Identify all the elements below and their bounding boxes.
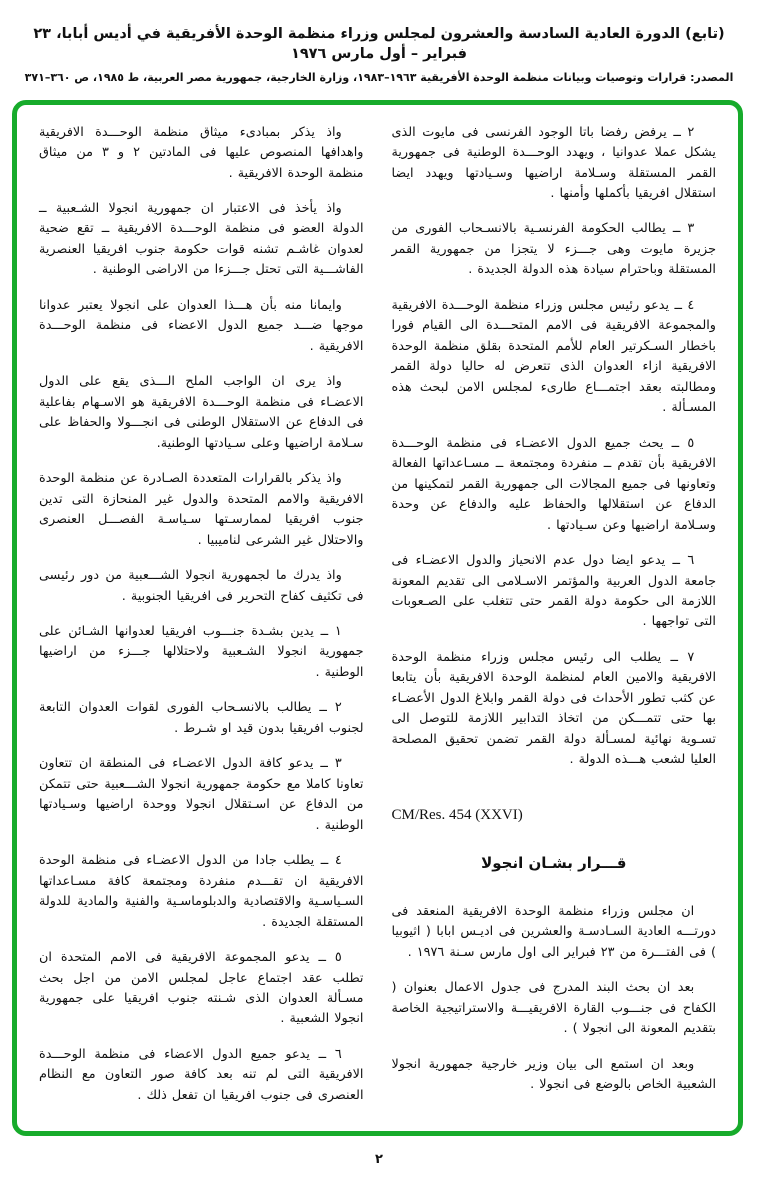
paragraph: ٤ ــ يطلب جادا من الدول الاعضـاء فى منظمة الوحدة الافريقية ان تقـــدم منفردة ومجتمعة كافة مسـاعداتها السـياسـية والاقتصادية والدبلوماسـية والفنية والمادية للدولة المستقلة الجديدة . xyxy=(39,853,364,930)
column-right xyxy=(392,123,717,1122)
paragraph: ٥ ــ يحث جميع الدول الاعضـاء فى منظمة الوحـــدة الافريقية بأن تقدم ــ منفردة ومجتمعة ــ مسـاعداتها الفعالة وتعاونها فى جميع المجالات الى جمهورية القمر لتمكينها من الدفاع عن استقلالها والحفاظ عليه والدفاع عن وحدة وسـلامة اراضيها وعن سـيادتها . xyxy=(391,435,716,533)
resolution-reference: CM/Res. 454 (XXVI) xyxy=(391,806,523,823)
paragraph: ٧ ــ يطلب الى رئيس مجلس وزراء منظمة الوحدة الافريقية والامين العام لمنظمة الوحدة الافريقية بأن يتابعا عن كثب تطور الأحداث فى دولة القمر وابلاغ الدول الأعضـاء بها حتى تتمـــكن من اتخاذ التدابير اللازمة للتوصل الى تسـوية نهائية لمسـألة دولة القمر تضمن تحقيق المصلحة العليا لشعب هـــذه الدولة . xyxy=(391,649,716,768)
paragraph: بعد ان بحث البند المدرج فى جدول الاعمال بعنوان ( الكفاح فى جنـــوب القارة الافريقيـــة والاستراتيجية الخاصة بتقديم المعونة الى انجولا ) . xyxy=(391,980,716,1037)
paragraph: ٣ ــ يدعو كافة الدول الاعضـاء فى المنطقة ان تتعاون تعاونا كاملا مع حكومة جمهورية انجولا الشـــعبية حتى تتمكن من الدفاع عن اسـتقلال انجولا ووحدة اراضيها وسـيادتها الوطنية . xyxy=(39,756,364,833)
paragraph: واذ يدرك ما لجمهورية انجولا الشـــعبية من دور رئيسى فى تكثيف كفاح التحرير فى افريقيا الجنوبية . xyxy=(39,568,364,604)
paragraph: واذ يذكر بمبادىء ميثاق منظمة الوحـــدة الافريقية واهدافها المنصوص عليها فى المادتين ٢ و ٣ من ميثاق منظمة الوحدة الافريقية . xyxy=(39,124,364,181)
two-column-layout xyxy=(39,123,716,1122)
paragraph: واذ يرى ان الواجب الملح الـــذى يقع على الدول الاعضـاء فى منظمة الوحـــدة الافريقية هو الاسـهام بفاعلية فى الدفاع عن الاستقلال الوطنى فى انجـــولا والحفاظ على سـلامة اراضيها وعلى سـيادتها الوطنية. xyxy=(39,374,364,451)
paragraph: وبعد ان استمع الى بيان وزير خارجية جمهورية انجولا الشعبية الخاص بالوضع فى انجولا . xyxy=(391,1056,716,1092)
paragraph: ٥ ــ يدعو المجموعة الافريقية فى الامم المتحدة ان تطلب عقد اجتماع عاجل لمجلس الامن من اجل بحث مسـألة العدوان الذى شـنته جنوب افريقيا على جمهورية انجولا الشعبية . xyxy=(39,950,364,1027)
paragraph: واذ يذكر بالقرارات المتعددة الصـادرة عن منظمة الوحدة الافريقية والامم المتحدة والدول غير المنحازة التى تدين جنوب افريقيا لممارسـتها سـياسـة الفصـــل العنصرى والاحتلال غير الشرعى لناميبيا . xyxy=(39,471,364,548)
paragraph: وايمانا منه بأن هـــذا العدوان على انجولا يعتبر عدوانا موجها ضـــد جميع الدول الاعضاء فى منظمة الوحـــدة الافريقية . xyxy=(39,297,364,354)
document-frame xyxy=(12,100,743,1137)
paragraph: ٢ ــ يرفض رفضا باتا الوجود الفرنسى فى مايوت الذى يشكل عملا عدوانيا ، ويهدد الوحـــدة الوطنية فى جمهورية القمر المستقلة وسـلامة اراضيها وسـيادتها ويهدد ايضا استقلال افريقيا بأكملها وأمنها . xyxy=(391,124,716,201)
paragraph: ٦ ــ يدعو ايضا دول عدم الانحياز والدول الاعضـاء فى جامعة الدول العربية والمؤتمر الاسـلامى الى تقديم المعونة اللازمة الى حكومة دولة القمر حتى تتغلب على الصـعوبات التى تواجهها . xyxy=(391,553,716,630)
page-number: ٢ xyxy=(375,1152,383,1168)
session-title: (تابع) الدورة العادية السادسة والعشرون لمجلس وزراء منظمة الوحدة الأفريقية في أديس أبابا، ٢٣ فبراير – أول مارس ١٩٧٦ xyxy=(33,26,725,63)
page-footer xyxy=(0,1136,758,1179)
paragraph: ١ ــ يدين بشـدة جنـــوب افريقيا لعدوانها الشـائن على جمهورية انجولا الشـعبية ولاحتلالها جـــزء من اراضيها الوطنية . xyxy=(39,623,364,680)
page-header xyxy=(0,0,758,84)
paragraph: ٤ ــ يدعو رئيس مجلس وزراء منظمة الوحـــدة الافريقية والمجموعة الافريقية فى الامم المتحـــدة الى القيام فورا باخطار السـكرتير العام للأمم المتحدة بقلق منظمة الوحدة الافريقية ازاء العدوان الذى تتعرض له حاليا دولة القمر ومطالبته بعقد اجتمـــاع طارىء لمجلس الامن لبحث هذه المسـألة . xyxy=(391,297,716,416)
angola-resolution-preamble xyxy=(392,902,717,1096)
angola-resolution-paragraphs xyxy=(39,123,364,1107)
resolution-title: قـــرار بشـان انجولا xyxy=(481,853,627,872)
column-left xyxy=(39,123,364,1122)
paragraph: ٦ ــ يدعو جميع الدول الاعضاء فى منظمة الوحـــدة الافريقية التى لم تنه بعد كافة صور التعاون مع النظام العنصرى فى جنوب افريقيا ان تفعل ذلك . xyxy=(39,1046,364,1103)
paragraph: ٢ ــ يطالب بالانسـحاب الفورى لقوات العدوان التابعة لجنوب افريقيا بدون قيد او شـرط . xyxy=(39,700,364,736)
comoros-resolution-operative-paragraphs xyxy=(392,123,717,771)
paragraph: ان مجلس وزراء منظمة الوحدة الافريقية المنعقد فى دورتـــه العادية السـادسـة والعشرين فى اديـس ابابا ( اثيوبيا ) فى الفتـــرة من ٢٣ فبراير الى اول مارس سـنة ١٩٧٦ . xyxy=(391,903,716,960)
paragraph: ٣ ــ يطالب الحكومة الفرنسـية بالانسـحاب الفورى من جزيرة مايوت وهى جـــزء لا يتجزا من جمهورية القمر المستقلة وباحترام سيادة هذه الدولة الجديدة . xyxy=(391,221,716,278)
source-citation: المصدر: قرارات وتوصيات وبيانات منظمة الوحدة الأفريقية ١٩٦٣–١٩٨٣، وزارة الخارجية، جمهورية مصر العربية، ط ١٩٨٥، ص ٣٦٠–٣٧١ xyxy=(24,70,734,84)
paragraph: واذ يأخذ فى الاعتبار ان جمهورية انجولا الشـعبية ــ الدولة العضو فى منظمة الوحـــدة الافريقية ــ تقع ضحية لعدوان غاشـم تشنه قوات حكومة جنوب افريقيا العنصرية الفاشـــية التى تحتل جـــزءا من الاراضى الوطنية . xyxy=(39,201,364,278)
